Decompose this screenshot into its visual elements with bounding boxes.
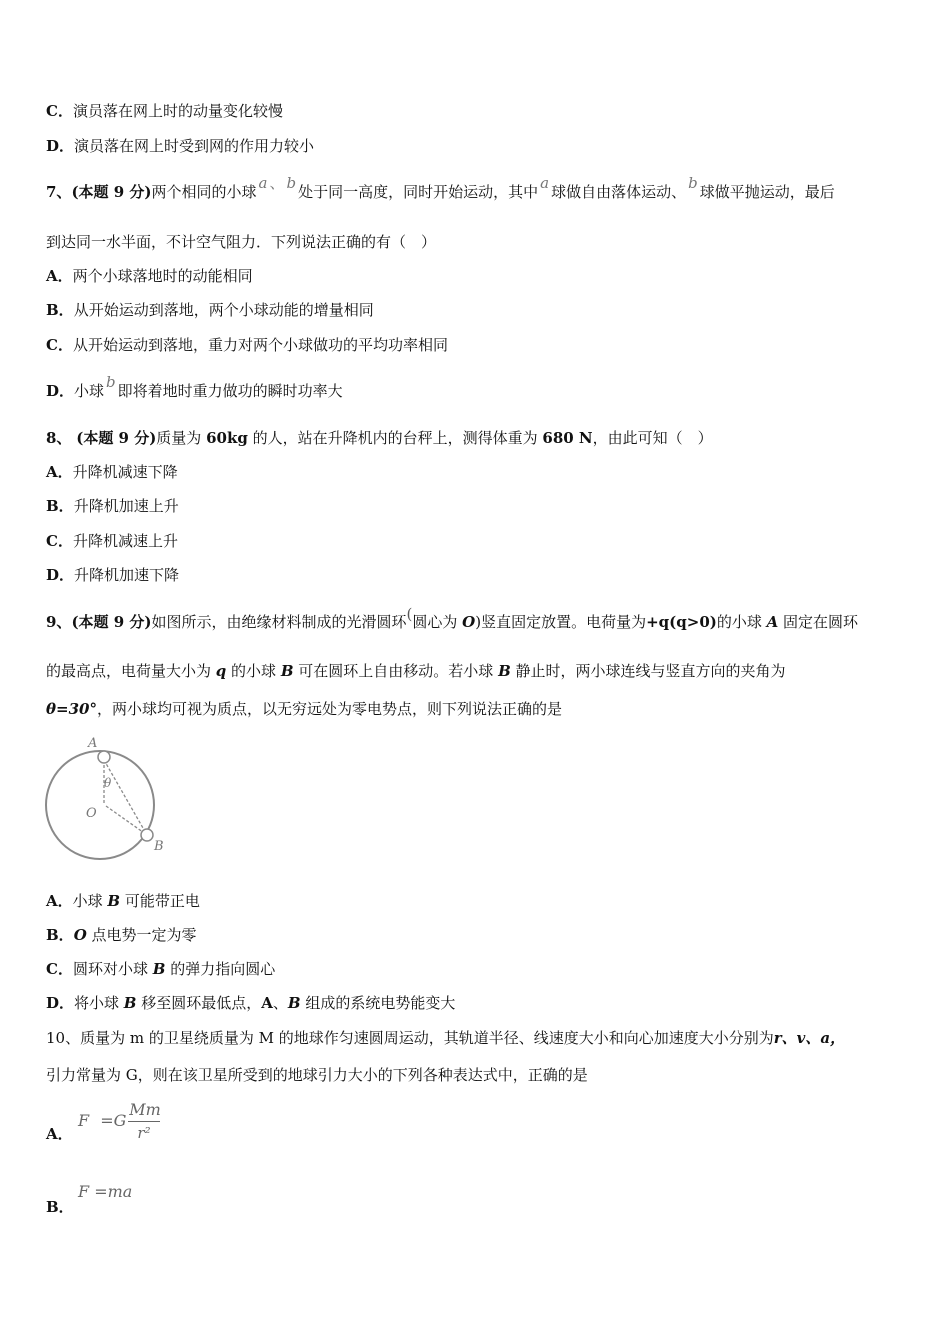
q10-option-b xyxy=(46,1197,74,1217)
var-a: a xyxy=(258,174,268,192)
question-tag: (本题 9 分) xyxy=(71,613,152,631)
q10-stem-line-2 xyxy=(46,1065,588,1085)
var-b: b xyxy=(688,174,698,192)
option-text: 升降机加速下降 xyxy=(74,566,180,584)
q7-option-b xyxy=(46,300,374,320)
var-b: B xyxy=(123,994,137,1012)
q7-stem-line-2 xyxy=(46,232,436,252)
separator: 、 xyxy=(272,994,288,1012)
option-letter: C． xyxy=(46,102,73,120)
stem-text: 引力常量为 G，则在该卫星所受到的地球引力大小的下列各种表达式中，正确的是 xyxy=(46,1066,588,1084)
stem-text: 圆心为 xyxy=(412,613,463,631)
option-text: 升降机减速下降 xyxy=(72,463,178,481)
stem-text: 球做平抛运动，最后 xyxy=(699,183,835,201)
stem-text: 可在圆环上自由移动。若小球 xyxy=(293,662,499,680)
question-tag: (本题 9 分) xyxy=(76,429,157,447)
stem-text: 的最高点，电荷量大小为 xyxy=(46,662,216,680)
var-a: A xyxy=(766,613,779,631)
q10-stem-line-1 xyxy=(46,1028,845,1048)
option-letter: D． xyxy=(46,994,75,1012)
question-tag: (本题 9 分) xyxy=(71,183,152,201)
var-b: B xyxy=(280,662,294,680)
stem-text: 两个相同的小球 xyxy=(151,183,257,201)
option-text: 移至圆环最低点， xyxy=(136,994,262,1012)
option-text: 演员落在网上时的动量变化较慢 xyxy=(72,102,283,120)
paren: ( xyxy=(406,605,413,623)
option-letter: B． xyxy=(46,926,74,944)
option-letter: B． xyxy=(46,1198,74,1216)
mass-value: 60kg xyxy=(206,429,248,447)
question-number: 7、 xyxy=(46,183,72,201)
theta-value: θ=30° xyxy=(46,700,97,718)
stem-text: 如图所示，由绝缘材料制成的光滑圆环 xyxy=(151,613,407,631)
stem-text: 固定在圆环 xyxy=(778,613,859,631)
option-text: 可能带正电 xyxy=(120,892,200,910)
option-letter: A． xyxy=(46,1125,73,1143)
q7-option-c xyxy=(46,335,448,355)
stem-text: 处于同一高度，同时开始运动，其中 xyxy=(298,183,539,201)
formula-numerator: Mm xyxy=(129,1100,161,1119)
stem-text: ，由此可知（ ） xyxy=(592,429,713,447)
ball-b xyxy=(141,829,153,841)
option-letter: A． xyxy=(46,892,73,910)
option-letter: C． xyxy=(46,336,73,354)
charge-value: +q(q>0) xyxy=(646,613,717,631)
stem-text: ，两小球均可视为质点，以无穷远处为零电势点，则下列说法正确的是 xyxy=(96,700,562,718)
figure-label-o: O xyxy=(86,806,97,821)
option-text: 演员落在网上时受到网的作用力较小 xyxy=(74,137,315,155)
option-text: 圆环对小球 xyxy=(72,960,153,978)
option-letter: C． xyxy=(46,960,73,978)
option-letter: D． xyxy=(46,382,75,400)
q8-option-a xyxy=(46,462,178,482)
var-b: B xyxy=(107,892,121,910)
option-text: 从开始运动到落地，两个小球动能的增量相同 xyxy=(73,301,374,319)
weight-value: 680 N xyxy=(542,429,593,447)
q9-option-d xyxy=(46,993,455,1013)
question-number: 8、 xyxy=(46,429,72,447)
q6-option-c xyxy=(46,101,283,121)
q9-option-c xyxy=(46,959,275,979)
q8-option-b xyxy=(46,496,179,516)
q7-stem-line-1 xyxy=(46,174,835,202)
var-b: B xyxy=(152,960,166,978)
q9-stem-line-2 xyxy=(46,661,786,681)
option-text: 从开始运动到落地，重力对两个小球做功的平均功率相同 xyxy=(72,336,448,354)
q6-option-d xyxy=(46,136,314,156)
formula-g: G xyxy=(113,1111,127,1130)
option-letter: A． xyxy=(46,267,73,285)
option-letter: B． xyxy=(46,497,74,515)
ob-dashed-line xyxy=(106,806,147,835)
var-o: O xyxy=(462,613,476,631)
formula-denominator: r² xyxy=(137,1124,151,1142)
q8-stem xyxy=(46,428,713,448)
fraction-bar xyxy=(128,1121,160,1122)
option-text: 将小球 xyxy=(74,994,124,1012)
stem-text: 球做自由落体运动、 xyxy=(551,183,687,201)
figure-label-theta: θ xyxy=(104,776,112,790)
q9-option-b xyxy=(46,925,197,945)
option-text: 升降机减速上升 xyxy=(72,532,178,550)
formula-f: F xyxy=(78,1111,90,1130)
q8-option-c xyxy=(46,531,178,551)
formula-lhs xyxy=(78,1111,126,1130)
option-text: 即将着地时重力做功的瞬时功率大 xyxy=(117,382,343,400)
option-letter: D． xyxy=(46,566,75,584)
option-text: 点电势一定为零 xyxy=(86,926,197,944)
ab-dashed-line xyxy=(104,760,147,835)
option-letter: B． xyxy=(46,301,74,319)
option-text: 两个小球落地时的动能相同 xyxy=(72,267,253,285)
formula-f-ma: F =ma xyxy=(78,1182,133,1201)
q7-option-d xyxy=(46,373,343,401)
q8-option-d xyxy=(46,565,179,585)
var-b: b xyxy=(286,174,297,192)
ball-a xyxy=(98,751,110,763)
option-text: 小球 xyxy=(74,382,105,400)
figure-label-a: A xyxy=(88,736,98,751)
q9-stem-line-3 xyxy=(46,699,562,719)
option-text: 升降机加速上升 xyxy=(73,497,179,515)
question-number: 9、 xyxy=(46,613,72,631)
q7-option-a xyxy=(46,266,253,286)
vars-text: r、v、a， xyxy=(773,1029,846,1047)
stem-text: )竖直固定放置。电荷量为 xyxy=(475,613,647,631)
stem-text: 质量为 m 的卫星绕质量为 M 的地球作匀速圆周运动，其轨道半径、线速度大小和向心加速度大小分别为 xyxy=(80,1029,774,1047)
stem-text: 的小球 xyxy=(226,662,281,680)
var-o: O xyxy=(73,926,87,944)
separator: 、 xyxy=(269,174,285,192)
var-q: q xyxy=(215,662,227,680)
option-text: 小球 xyxy=(72,892,108,910)
stem-text: 到达同一水半面，不计空气阻力．下列说法正确的有（ ） xyxy=(46,233,437,251)
q9-ring-figure xyxy=(44,732,174,862)
var-b: b xyxy=(106,373,116,391)
var-a: A xyxy=(261,994,273,1012)
ring-circle xyxy=(46,751,154,859)
option-letter: D． xyxy=(46,137,75,155)
question-number: 10、 xyxy=(46,1029,81,1047)
var-b: B xyxy=(287,994,301,1012)
option-letter: A． xyxy=(46,463,73,481)
option-text: 的弹力指向圆心 xyxy=(165,960,276,978)
stem-text: 质量为 xyxy=(156,429,207,447)
var-a: a xyxy=(540,174,550,192)
formula-equals: = xyxy=(100,1111,114,1130)
q9-stem-line-1 xyxy=(46,605,859,632)
option-letter: C． xyxy=(46,532,73,550)
q10-option-a xyxy=(46,1124,73,1144)
q9-option-a xyxy=(46,891,200,911)
stem-text: 的人，站在升降机内的台秤上，测得体重为 xyxy=(247,429,543,447)
figure-label-b: B xyxy=(154,839,164,854)
stem-text: 的小球 xyxy=(716,613,767,631)
var-b: B xyxy=(498,662,511,680)
stem-text: 静止时，两小球连线与竖直方向的夹角为 xyxy=(510,662,786,680)
option-text: 组成的系统电势能变大 xyxy=(300,994,456,1012)
